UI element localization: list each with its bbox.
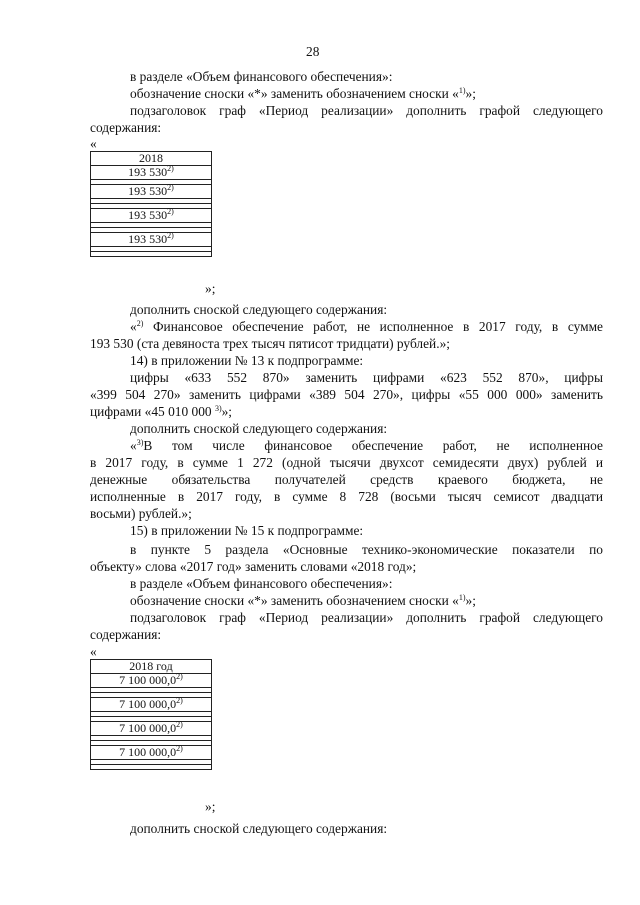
text-line: дополнить сноской следующего содержания: bbox=[130, 821, 388, 836]
open-quote: « bbox=[90, 136, 97, 151]
open-quote: « bbox=[90, 644, 97, 659]
text-line: цифрами «45 010 000 $^{3)}$»; bbox=[90, 404, 233, 419]
table-2018-god bbox=[90, 659, 212, 770]
text-line: 14) в приложении № 13 к подпрограмме: bbox=[130, 353, 364, 368]
text-line: обозначение сноски «*» заменить обозначением сноски «$^{1)}$»; bbox=[130, 593, 476, 608]
table-cell: 193 530$^{2)}$ bbox=[91, 209, 212, 223]
table-row bbox=[91, 166, 212, 180]
text-line: в пункте 5 раздела «Основные технико-экономические показатели по bbox=[130, 542, 603, 557]
table-cell: 7 100 000,0$^{2)}$ bbox=[91, 698, 212, 712]
table-cell: 193 530$^{2)}$ bbox=[91, 166, 212, 180]
table-row bbox=[91, 698, 212, 712]
table-row bbox=[91, 765, 212, 770]
table-row bbox=[91, 722, 212, 736]
table-row bbox=[91, 252, 212, 257]
table-header-row bbox=[91, 660, 212, 674]
table-2018 bbox=[90, 151, 212, 257]
text-line: денежные обязательства получателей средств краевого бюджета, не bbox=[90, 472, 603, 487]
table-row bbox=[91, 674, 212, 688]
text-line: цифры «633 552 870» заменить цифрами «623 552 870», цифры bbox=[130, 370, 603, 385]
text-line: в 2017 году, в сумме 1 272 (одной тысячи двухсот семидесяти двух) рублей и bbox=[90, 455, 603, 470]
table-row bbox=[91, 233, 212, 247]
table-cell: 7 100 000,0$^{2)}$ bbox=[91, 674, 212, 688]
text-line: обозначение сноски «*» заменить обозначением сноски «$^{1)}$»; bbox=[130, 86, 476, 101]
table-cell: 7 100 000,0$^{2)}$ bbox=[91, 722, 212, 736]
table-row bbox=[91, 185, 212, 199]
table-cell: 193 530$^{2)}$ bbox=[91, 233, 212, 247]
text-line: объекту» слова «2017 год» заменить словами «2018 год»; bbox=[90, 559, 417, 574]
text-line: «399 504 270» заменить цифрами «389 504 270», цифры «55 000 000» заменить bbox=[90, 387, 603, 402]
table-header-row bbox=[91, 152, 212, 166]
text-line: содержания: bbox=[90, 627, 162, 642]
text-line: дополнить сноской следующего содержания: bbox=[130, 302, 388, 317]
text-line: в разделе «Объем финансового обеспечения»: bbox=[130, 69, 393, 84]
text-line: подзаголовок граф «Период реализации» дополнить графой следующего bbox=[130, 103, 603, 118]
text-line: в разделе «Объем финансового обеспечения»: bbox=[130, 576, 393, 591]
table-cell: 193 530$^{2)}$ bbox=[91, 185, 212, 199]
table-row bbox=[91, 209, 212, 223]
page-number: 28 bbox=[306, 44, 320, 59]
text-line: 193 530 (ста девяноста трех тысяч пятисот тридцати) рублей.»; bbox=[90, 336, 450, 351]
text-line: исполненные в 2017 году, в сумме 8 728 (восьми тысяч семисот двадцати bbox=[90, 489, 603, 504]
text-line: подзаголовок граф «Период реализации» дополнить графой следующего bbox=[130, 610, 603, 625]
text-line: «$^{3)}$В том числе финансовое обеспечение работ, не исполненное bbox=[130, 438, 603, 453]
text-line: дополнить сноской следующего содержания: bbox=[130, 421, 388, 436]
text-line: «$^{2)}$ Финансовое обеспечение работ, не исполненное в 2017 году, в сумме bbox=[130, 319, 603, 334]
table-header: 2018 bbox=[91, 152, 212, 166]
text-line: восьми) рублей.»; bbox=[90, 506, 192, 521]
table-row bbox=[91, 746, 212, 760]
text-line: содержания: bbox=[90, 120, 162, 135]
text-line: 15) в приложении № 15 к подпрограмме: bbox=[130, 523, 364, 538]
table-cell: 7 100 000,0$^{2)}$ bbox=[91, 746, 212, 760]
close-quote: »; bbox=[205, 281, 216, 296]
table-header: 2018 год bbox=[91, 660, 212, 674]
close-quote: »; bbox=[205, 799, 216, 814]
